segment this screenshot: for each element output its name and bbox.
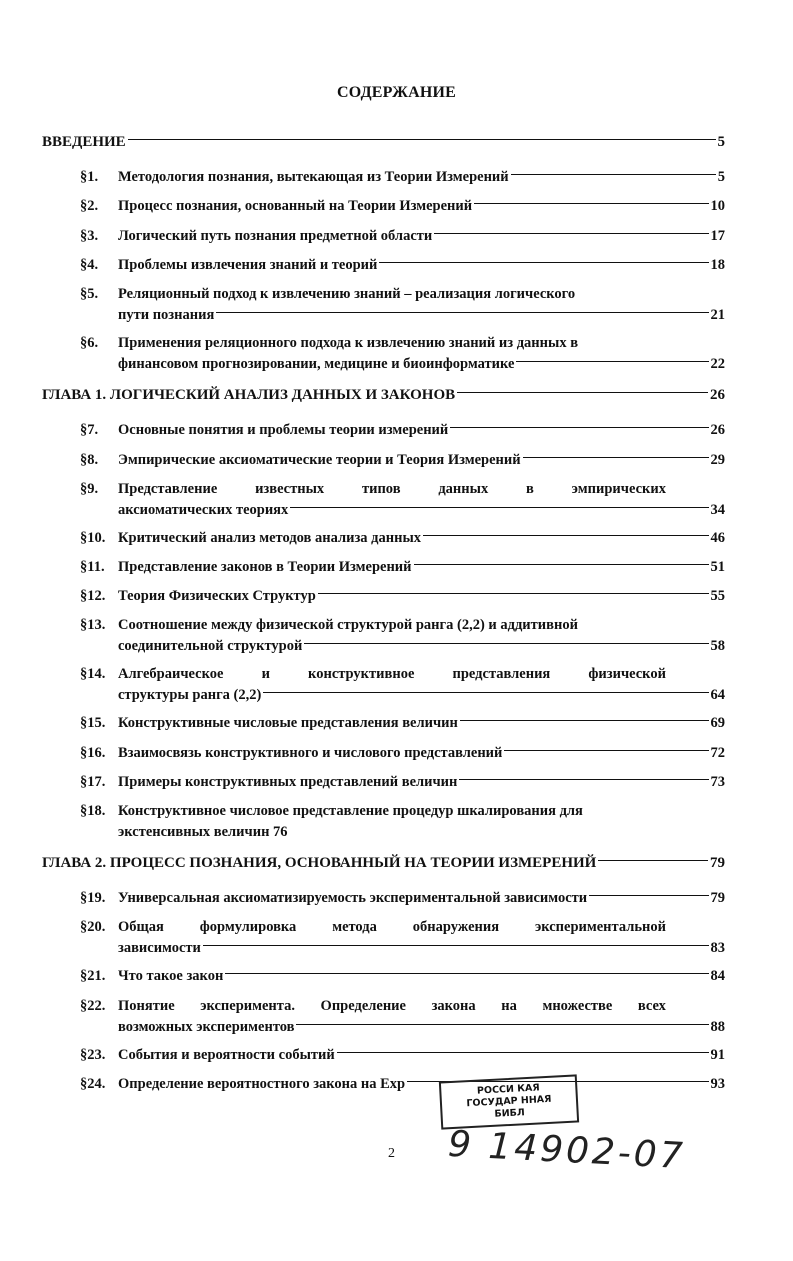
page-ref: 34 — [710, 502, 725, 518]
page-ref: 26 — [710, 387, 725, 403]
section-title: Что такое закон — [118, 968, 224, 984]
word: типов — [361, 481, 401, 497]
word: формулировка — [199, 919, 297, 935]
page-ref: 84 — [710, 968, 725, 984]
section-title: Представление законов в Теории Измерений — [118, 559, 412, 575]
dot-leader — [296, 1024, 708, 1025]
section-number: §22. — [80, 998, 106, 1014]
word: обнаружения — [412, 919, 500, 935]
section-title: Проблемы извлечения знаний и теорий — [118, 257, 378, 273]
page-number: 2 — [388, 1146, 395, 1161]
section-title-line2: соединительной структурой — [118, 638, 303, 654]
word: Определение — [320, 998, 406, 1014]
section-title: Конструктивные числовые представления величин — [118, 715, 458, 731]
section-number: §11. — [80, 559, 105, 575]
page-ref: 10 — [710, 198, 725, 214]
word: в — [526, 481, 534, 497]
section-title-line1 — [118, 996, 666, 1016]
section-title: Методология познания, вытекающая из Теории Измерений — [118, 169, 509, 185]
word: множестве — [542, 998, 613, 1014]
section-title: Логический путь познания предметной области — [118, 228, 433, 244]
section-number: §14. — [80, 666, 106, 682]
page-ref: 5 — [717, 134, 725, 150]
section-title-line2: аксиоматических теориях — [118, 502, 289, 518]
dot-leader — [290, 507, 708, 508]
page-ref: 46 — [710, 530, 725, 546]
section-number: §9. — [80, 481, 99, 497]
dot-leader — [434, 233, 708, 234]
page-ref: 91 — [710, 1047, 725, 1063]
word: известных — [255, 481, 325, 497]
section-number: §6. — [80, 335, 99, 351]
section-number: §2. — [80, 198, 99, 214]
page-ref: 69 — [710, 715, 725, 731]
dot-leader — [457, 392, 708, 393]
page-ref: 79 — [710, 855, 725, 871]
word: данных — [438, 481, 489, 497]
word: экспериментальной — [534, 919, 666, 935]
dot-leader — [225, 973, 708, 974]
dot-leader — [504, 750, 708, 751]
section-title: Примеры конструктивных представлений величин — [118, 774, 458, 790]
section-title-line1 — [118, 664, 666, 684]
handwritten-note: 9 14902-07 — [447, 1123, 687, 1178]
dot-leader — [511, 174, 716, 175]
section-number: §5. — [80, 286, 99, 302]
section-number: §1. — [80, 169, 99, 185]
section-number: §20. — [80, 919, 106, 935]
section-number: §18. — [80, 803, 106, 819]
page-ref: 55 — [710, 588, 725, 604]
page-ref: 58 — [710, 638, 725, 654]
dot-leader — [459, 779, 708, 780]
dot-leader — [203, 945, 709, 946]
page-ref: 72 — [710, 745, 725, 761]
word: Представление — [118, 481, 218, 497]
word: Алгебраическое — [118, 666, 224, 682]
section-number: §17. — [80, 774, 106, 790]
word: всех — [637, 998, 666, 1014]
page-ref: 64 — [710, 687, 725, 703]
section-title-line2: возможных экспериментов — [118, 1019, 295, 1035]
section-number: §4. — [80, 257, 99, 273]
page-ref: 17 — [710, 228, 725, 244]
section-number: §12. — [80, 588, 106, 604]
dot-leader — [318, 593, 709, 594]
section-title: События и вероятности событий — [118, 1047, 335, 1063]
word: представления — [452, 666, 551, 682]
section-title: Универсальная аксиоматизируемость экспериментальной зависимости — [118, 890, 588, 906]
section-number: §21. — [80, 968, 106, 984]
section-title-line2: структуры ранга (2,2) — [118, 687, 262, 703]
stamp-line: ГОСУДАР ННАЯ — [466, 1093, 552, 1110]
section-number: §7. — [80, 422, 99, 438]
page-ref: 21 — [710, 307, 725, 323]
section-title: Теория Физических Структур — [118, 588, 316, 604]
section-title: Определение вероятностного закона на Exp — [118, 1076, 406, 1092]
stamp-line: БИБЛ — [494, 1107, 526, 1120]
section-title-line1 — [118, 479, 666, 499]
section-title-line1: Применения реляционного подхода к извлечению знаний из данных в — [118, 335, 579, 351]
dot-leader — [598, 860, 708, 861]
word: и — [261, 666, 270, 682]
word: Общая — [118, 919, 164, 935]
section-number: §16. — [80, 745, 106, 761]
word: физической — [588, 666, 666, 682]
dot-leader — [414, 564, 709, 565]
dot-leader — [474, 203, 708, 204]
section-number: §23. — [80, 1047, 106, 1063]
section-title-line2: экстенсивных величин 76 — [118, 824, 288, 840]
section-title-line2: финансовом прогнозировании, медицине и биоинформатике — [118, 356, 515, 372]
toc-title: СОДЕРЖАНИЕ — [336, 84, 457, 101]
section-number: §3. — [80, 228, 99, 244]
dot-leader — [460, 720, 709, 721]
page-ref: 29 — [710, 452, 725, 468]
dot-leader — [423, 535, 708, 536]
dot-leader — [337, 1052, 709, 1053]
word: метода — [332, 919, 377, 935]
stamp-line: РОССИ КАЯ — [476, 1082, 540, 1097]
word: эксперимента. — [200, 998, 295, 1014]
page-ref: 79 — [710, 890, 725, 906]
dot-leader — [216, 312, 708, 313]
section-title-line2: зависимости — [118, 940, 201, 956]
page-ref: 5 — [717, 169, 725, 185]
section-number: §24. — [80, 1076, 106, 1092]
section-title-line1: Соотношение между физической структурой ранга (2,2) и аддитивной — [118, 617, 578, 633]
page-ref: 88 — [710, 1019, 725, 1035]
page-ref: 22 — [710, 356, 725, 372]
word: эмпирических — [571, 481, 666, 497]
section-number: §13. — [80, 617, 106, 633]
word: на — [501, 998, 517, 1014]
dot-leader — [523, 457, 709, 458]
section-title: Процесс познания, основанный на Теории Измерений — [118, 198, 473, 214]
page-ref: 73 — [710, 774, 725, 790]
section-title: Основные понятия и проблемы теории измерений — [118, 422, 449, 438]
section-number: §8. — [80, 452, 99, 468]
dot-leader — [450, 427, 708, 428]
word: Понятие — [118, 998, 175, 1014]
section-title: Взаимосвязь конструктивного и числового представлений — [118, 745, 503, 761]
dot-leader — [128, 139, 716, 140]
word: конструктивное — [308, 666, 415, 682]
dot-leader — [379, 262, 708, 263]
page-ref: 93 — [710, 1076, 725, 1092]
section-title: Эмпирические аксиоматические теории и Теория Измерений — [118, 452, 521, 468]
dot-leader — [263, 692, 708, 693]
chapter-label: ГЛАВА 1. ЛОГИЧЕСКИЙ АНАЛИЗ ДАННЫХ И ЗАКОНОВ — [42, 387, 456, 403]
library-stamp — [439, 1074, 579, 1129]
section-number: §10. — [80, 530, 106, 546]
page-ref: 26 — [710, 422, 725, 438]
section-title-line1 — [118, 917, 666, 937]
section-title: Критический анализ методов анализа данных — [118, 530, 422, 546]
section-title-line1: Реляционный подход к извлечению знаний – реализация логического — [118, 286, 576, 302]
chapter-label: ВВЕДЕНИЕ — [42, 134, 126, 150]
section-title-line2: пути познания — [118, 307, 215, 323]
section-number: §15. — [80, 715, 106, 731]
section-title-line1: Конструктивное числовое представление процедур шкалирования для — [118, 803, 583, 819]
chapter-label: ГЛАВА 2. ПРОЦЕСС ПОЗНАНИЯ, ОСНОВАННЫЙ НА ТЕОРИИ ИЗМЕРЕНИЙ — [42, 855, 597, 871]
dot-leader — [304, 643, 708, 644]
word: закона — [431, 998, 476, 1014]
page-ref: 51 — [710, 559, 725, 575]
dot-leader — [516, 361, 708, 362]
page-ref: 18 — [710, 257, 725, 273]
dot-leader — [589, 895, 708, 896]
section-number: §19. — [80, 890, 106, 906]
page-ref: 83 — [710, 940, 725, 956]
